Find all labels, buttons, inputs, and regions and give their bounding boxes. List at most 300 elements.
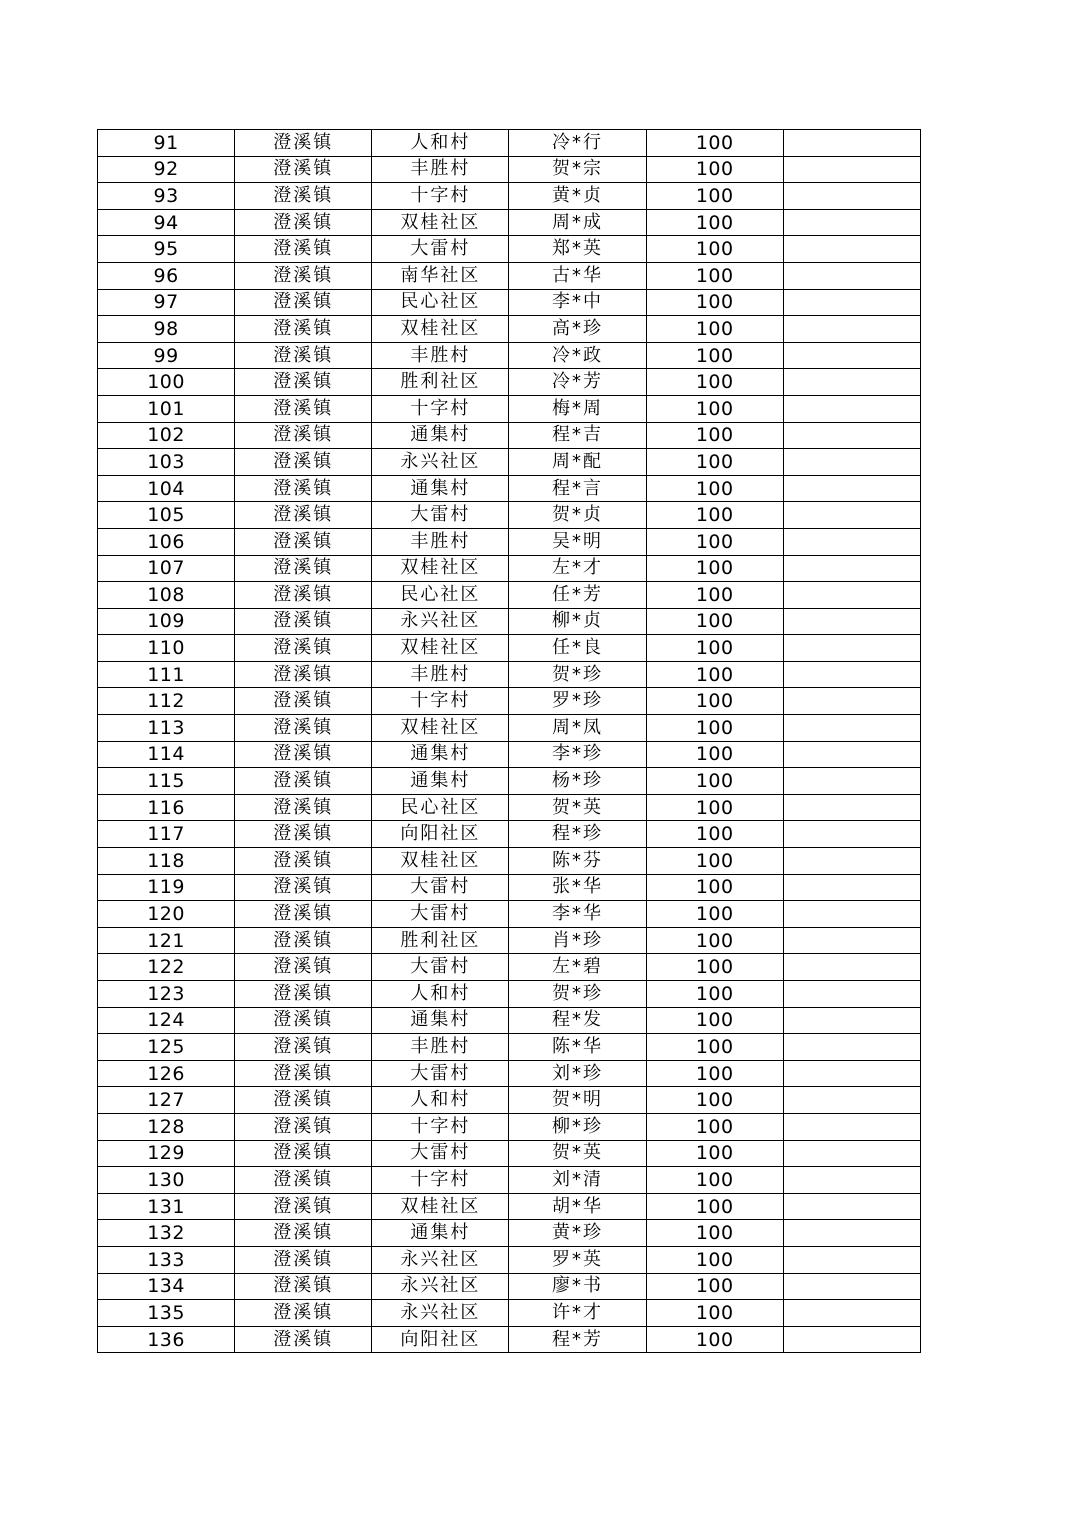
cell-person-name: 古*华 xyxy=(509,262,646,289)
cell-amount: 100 xyxy=(646,1140,783,1167)
cell-person-name: 程*吉 xyxy=(509,422,646,449)
cell-person-name: 贺*珍 xyxy=(509,981,646,1008)
cell-village: 永兴社区 xyxy=(372,1246,509,1273)
cell-amount: 100 xyxy=(646,369,783,396)
cell-person-name: 程*言 xyxy=(509,475,646,502)
table-row xyxy=(98,1246,921,1273)
table-row xyxy=(98,395,921,422)
cell-person-name: 贺*明 xyxy=(509,1087,646,1114)
cell-person-name: 杨*珍 xyxy=(509,768,646,795)
table-row xyxy=(98,1273,921,1300)
cell-village: 民心社区 xyxy=(372,289,509,316)
cell-amount: 100 xyxy=(646,422,783,449)
cell-amount: 100 xyxy=(646,1300,783,1327)
cell-person-name: 刘*清 xyxy=(509,1167,646,1194)
cell-person-name: 李*珍 xyxy=(509,741,646,768)
cell-person-name: 罗*英 xyxy=(509,1246,646,1273)
cell-person-name: 肖*珍 xyxy=(509,927,646,954)
cell-person-name: 柳*贞 xyxy=(509,608,646,635)
cell-person-name: 李*华 xyxy=(509,901,646,928)
cell-village: 永兴社区 xyxy=(372,608,509,635)
cell-town: 澄溪镇 xyxy=(235,1087,372,1114)
cell-note xyxy=(783,342,920,369)
cell-note xyxy=(783,475,920,502)
cell-serial-number: 128 xyxy=(98,1113,235,1140)
cell-serial-number: 104 xyxy=(98,475,235,502)
cell-serial-number: 105 xyxy=(98,502,235,529)
cell-note xyxy=(783,1167,920,1194)
table-row xyxy=(98,555,921,582)
cell-village: 十字村 xyxy=(372,1167,509,1194)
table-row xyxy=(98,1087,921,1114)
cell-amount: 100 xyxy=(646,395,783,422)
cell-town: 澄溪镇 xyxy=(235,582,372,609)
cell-village: 大雷村 xyxy=(372,954,509,981)
cell-town: 澄溪镇 xyxy=(235,741,372,768)
cell-note xyxy=(783,502,920,529)
cell-town: 澄溪镇 xyxy=(235,954,372,981)
cell-amount: 100 xyxy=(646,183,783,210)
cell-amount: 100 xyxy=(646,661,783,688)
cell-town: 澄溪镇 xyxy=(235,1246,372,1273)
cell-village: 南华社区 xyxy=(372,262,509,289)
table-row xyxy=(98,661,921,688)
cell-note xyxy=(783,449,920,476)
cell-serial-number: 130 xyxy=(98,1167,235,1194)
table-row xyxy=(98,741,921,768)
cell-amount: 100 xyxy=(646,502,783,529)
cell-person-name: 黄*贞 xyxy=(509,183,646,210)
cell-amount: 100 xyxy=(646,715,783,742)
table-row xyxy=(98,582,921,609)
cell-town: 澄溪镇 xyxy=(235,848,372,875)
cell-village: 人和村 xyxy=(372,130,509,157)
table-row xyxy=(98,608,921,635)
cell-person-name: 罗*珍 xyxy=(509,688,646,715)
cell-serial-number: 118 xyxy=(98,848,235,875)
table-row xyxy=(98,901,921,928)
roster-table-body xyxy=(98,130,921,1353)
cell-note xyxy=(783,582,920,609)
cell-town: 澄溪镇 xyxy=(235,422,372,449)
cell-village: 人和村 xyxy=(372,981,509,1008)
cell-village: 双桂社区 xyxy=(372,1193,509,1220)
cell-village: 丰胜村 xyxy=(372,1034,509,1061)
cell-village: 十字村 xyxy=(372,183,509,210)
cell-amount: 100 xyxy=(646,1060,783,1087)
table-row xyxy=(98,1113,921,1140)
table-row xyxy=(98,183,921,210)
cell-note xyxy=(783,741,920,768)
cell-village: 向阳社区 xyxy=(372,821,509,848)
roster-sheet xyxy=(97,129,920,1353)
table-row xyxy=(98,422,921,449)
cell-serial-number: 115 xyxy=(98,768,235,795)
cell-village: 永兴社区 xyxy=(372,1300,509,1327)
cell-town: 澄溪镇 xyxy=(235,874,372,901)
cell-person-name: 周*成 xyxy=(509,209,646,236)
cell-serial-number: 94 xyxy=(98,209,235,236)
cell-person-name: 贺*贞 xyxy=(509,502,646,529)
cell-village: 人和村 xyxy=(372,1087,509,1114)
cell-note xyxy=(783,1060,920,1087)
cell-note xyxy=(783,768,920,795)
cell-serial-number: 113 xyxy=(98,715,235,742)
cell-amount: 100 xyxy=(646,1087,783,1114)
cell-note xyxy=(783,156,920,183)
cell-person-name: 冷*行 xyxy=(509,130,646,157)
cell-serial-number: 120 xyxy=(98,901,235,928)
cell-person-name: 李*中 xyxy=(509,289,646,316)
cell-town: 澄溪镇 xyxy=(235,1300,372,1327)
cell-serial-number: 92 xyxy=(98,156,235,183)
cell-person-name: 左*才 xyxy=(509,555,646,582)
cell-village: 丰胜村 xyxy=(372,528,509,555)
table-row xyxy=(98,1167,921,1194)
cell-note xyxy=(783,821,920,848)
table-row xyxy=(98,130,921,157)
cell-serial-number: 124 xyxy=(98,1007,235,1034)
cell-amount: 100 xyxy=(646,1113,783,1140)
cell-village: 大雷村 xyxy=(372,236,509,263)
cell-town: 澄溪镇 xyxy=(235,981,372,1008)
cell-serial-number: 97 xyxy=(98,289,235,316)
roster-table xyxy=(97,129,921,1353)
cell-village: 通集村 xyxy=(372,1220,509,1247)
cell-person-name: 任*良 xyxy=(509,635,646,662)
cell-amount: 100 xyxy=(646,848,783,875)
cell-town: 澄溪镇 xyxy=(235,395,372,422)
cell-serial-number: 112 xyxy=(98,688,235,715)
cell-serial-number: 111 xyxy=(98,661,235,688)
cell-town: 澄溪镇 xyxy=(235,130,372,157)
cell-serial-number: 136 xyxy=(98,1326,235,1353)
cell-amount: 100 xyxy=(646,209,783,236)
cell-town: 澄溪镇 xyxy=(235,289,372,316)
cell-note xyxy=(783,316,920,343)
cell-person-name: 梅*周 xyxy=(509,395,646,422)
cell-town: 澄溪镇 xyxy=(235,528,372,555)
cell-note xyxy=(783,395,920,422)
cell-person-name: 左*碧 xyxy=(509,954,646,981)
cell-note xyxy=(783,236,920,263)
cell-town: 澄溪镇 xyxy=(235,608,372,635)
table-row xyxy=(98,1007,921,1034)
cell-town: 澄溪镇 xyxy=(235,156,372,183)
cell-serial-number: 109 xyxy=(98,608,235,635)
table-row xyxy=(98,1300,921,1327)
cell-serial-number: 95 xyxy=(98,236,235,263)
cell-serial-number: 135 xyxy=(98,1300,235,1327)
cell-town: 澄溪镇 xyxy=(235,927,372,954)
cell-town: 澄溪镇 xyxy=(235,262,372,289)
cell-town: 澄溪镇 xyxy=(235,794,372,821)
cell-person-name: 程*珍 xyxy=(509,821,646,848)
cell-note xyxy=(783,369,920,396)
cell-person-name: 郑*英 xyxy=(509,236,646,263)
cell-town: 澄溪镇 xyxy=(235,316,372,343)
cell-amount: 100 xyxy=(646,262,783,289)
cell-amount: 100 xyxy=(646,1326,783,1353)
table-row xyxy=(98,715,921,742)
cell-village: 大雷村 xyxy=(372,901,509,928)
cell-village: 丰胜村 xyxy=(372,156,509,183)
cell-town: 澄溪镇 xyxy=(235,236,372,263)
cell-person-name: 许*才 xyxy=(509,1300,646,1327)
cell-amount: 100 xyxy=(646,688,783,715)
cell-amount: 100 xyxy=(646,927,783,954)
cell-town: 澄溪镇 xyxy=(235,1273,372,1300)
table-row xyxy=(98,794,921,821)
cell-amount: 100 xyxy=(646,1220,783,1247)
cell-village: 双桂社区 xyxy=(372,316,509,343)
cell-village: 通集村 xyxy=(372,475,509,502)
table-row xyxy=(98,688,921,715)
cell-serial-number: 122 xyxy=(98,954,235,981)
cell-amount: 100 xyxy=(646,608,783,635)
cell-town: 澄溪镇 xyxy=(235,821,372,848)
cell-amount: 100 xyxy=(646,901,783,928)
cell-serial-number: 110 xyxy=(98,635,235,662)
cell-person-name: 贺*珍 xyxy=(509,661,646,688)
cell-serial-number: 108 xyxy=(98,582,235,609)
cell-town: 澄溪镇 xyxy=(235,502,372,529)
cell-amount: 100 xyxy=(646,316,783,343)
cell-amount: 100 xyxy=(646,821,783,848)
table-row xyxy=(98,156,921,183)
cell-village: 通集村 xyxy=(372,1007,509,1034)
cell-village: 向阳社区 xyxy=(372,1326,509,1353)
cell-village: 丰胜村 xyxy=(372,342,509,369)
cell-village: 十字村 xyxy=(372,395,509,422)
cell-village: 双桂社区 xyxy=(372,635,509,662)
cell-town: 澄溪镇 xyxy=(235,555,372,582)
cell-note xyxy=(783,1300,920,1327)
table-row xyxy=(98,342,921,369)
table-row xyxy=(98,927,921,954)
cell-person-name: 高*珍 xyxy=(509,316,646,343)
cell-town: 澄溪镇 xyxy=(235,635,372,662)
table-row xyxy=(98,369,921,396)
cell-town: 澄溪镇 xyxy=(235,183,372,210)
cell-village: 丰胜村 xyxy=(372,661,509,688)
cell-serial-number: 100 xyxy=(98,369,235,396)
cell-note xyxy=(783,1326,920,1353)
cell-note xyxy=(783,1220,920,1247)
cell-person-name: 贺*宗 xyxy=(509,156,646,183)
cell-serial-number: 129 xyxy=(98,1140,235,1167)
cell-person-name: 周*配 xyxy=(509,449,646,476)
cell-note xyxy=(783,635,920,662)
cell-person-name: 陈*芬 xyxy=(509,848,646,875)
cell-note xyxy=(783,209,920,236)
cell-serial-number: 121 xyxy=(98,927,235,954)
cell-town: 澄溪镇 xyxy=(235,1220,372,1247)
cell-town: 澄溪镇 xyxy=(235,1193,372,1220)
cell-amount: 100 xyxy=(646,475,783,502)
cell-serial-number: 114 xyxy=(98,741,235,768)
cell-amount: 100 xyxy=(646,528,783,555)
cell-note xyxy=(783,1113,920,1140)
cell-amount: 100 xyxy=(646,1193,783,1220)
cell-amount: 100 xyxy=(646,954,783,981)
cell-person-name: 任*芳 xyxy=(509,582,646,609)
cell-town: 澄溪镇 xyxy=(235,1167,372,1194)
cell-amount: 100 xyxy=(646,236,783,263)
cell-amount: 100 xyxy=(646,1273,783,1300)
cell-note xyxy=(783,954,920,981)
table-row xyxy=(98,502,921,529)
cell-serial-number: 99 xyxy=(98,342,235,369)
cell-amount: 100 xyxy=(646,981,783,1008)
table-row xyxy=(98,449,921,476)
cell-town: 澄溪镇 xyxy=(235,475,372,502)
cell-amount: 100 xyxy=(646,1007,783,1034)
cell-village: 十字村 xyxy=(372,1113,509,1140)
cell-serial-number: 117 xyxy=(98,821,235,848)
cell-village: 通集村 xyxy=(372,422,509,449)
cell-person-name: 刘*珍 xyxy=(509,1060,646,1087)
table-row xyxy=(98,1060,921,1087)
cell-amount: 100 xyxy=(646,130,783,157)
cell-note xyxy=(783,608,920,635)
cell-town: 澄溪镇 xyxy=(235,1007,372,1034)
cell-person-name: 柳*珍 xyxy=(509,1113,646,1140)
table-row xyxy=(98,236,921,263)
cell-serial-number: 106 xyxy=(98,528,235,555)
cell-village: 通集村 xyxy=(372,768,509,795)
cell-town: 澄溪镇 xyxy=(235,369,372,396)
table-row xyxy=(98,981,921,1008)
cell-note xyxy=(783,661,920,688)
cell-village: 十字村 xyxy=(372,688,509,715)
cell-amount: 100 xyxy=(646,635,783,662)
cell-village: 双桂社区 xyxy=(372,209,509,236)
cell-town: 澄溪镇 xyxy=(235,1034,372,1061)
cell-amount: 100 xyxy=(646,156,783,183)
cell-person-name: 张*华 xyxy=(509,874,646,901)
cell-village: 大雷村 xyxy=(372,502,509,529)
cell-amount: 100 xyxy=(646,582,783,609)
cell-note xyxy=(783,289,920,316)
cell-village: 双桂社区 xyxy=(372,848,509,875)
cell-serial-number: 91 xyxy=(98,130,235,157)
cell-person-name: 陈*华 xyxy=(509,1034,646,1061)
cell-serial-number: 107 xyxy=(98,555,235,582)
cell-amount: 100 xyxy=(646,449,783,476)
cell-note xyxy=(783,1087,920,1114)
cell-amount: 100 xyxy=(646,289,783,316)
cell-town: 澄溪镇 xyxy=(235,715,372,742)
cell-amount: 100 xyxy=(646,874,783,901)
cell-town: 澄溪镇 xyxy=(235,1326,372,1353)
cell-serial-number: 133 xyxy=(98,1246,235,1273)
cell-amount: 100 xyxy=(646,555,783,582)
cell-serial-number: 116 xyxy=(98,794,235,821)
cell-person-name: 冷*政 xyxy=(509,342,646,369)
cell-town: 澄溪镇 xyxy=(235,449,372,476)
table-row xyxy=(98,821,921,848)
cell-note xyxy=(783,183,920,210)
cell-serial-number: 103 xyxy=(98,449,235,476)
cell-person-name: 黄*珍 xyxy=(509,1220,646,1247)
cell-village: 民心社区 xyxy=(372,582,509,609)
cell-town: 澄溪镇 xyxy=(235,901,372,928)
cell-note xyxy=(783,1034,920,1061)
cell-serial-number: 126 xyxy=(98,1060,235,1087)
cell-town: 澄溪镇 xyxy=(235,342,372,369)
cell-town: 澄溪镇 xyxy=(235,209,372,236)
table-row xyxy=(98,475,921,502)
cell-note xyxy=(783,927,920,954)
cell-serial-number: 131 xyxy=(98,1193,235,1220)
cell-serial-number: 101 xyxy=(98,395,235,422)
cell-serial-number: 98 xyxy=(98,316,235,343)
table-row xyxy=(98,874,921,901)
cell-amount: 100 xyxy=(646,741,783,768)
table-row xyxy=(98,768,921,795)
cell-village: 大雷村 xyxy=(372,1140,509,1167)
cell-town: 澄溪镇 xyxy=(235,1140,372,1167)
cell-town: 澄溪镇 xyxy=(235,1060,372,1087)
cell-note xyxy=(783,262,920,289)
cell-amount: 100 xyxy=(646,1167,783,1194)
cell-note xyxy=(783,715,920,742)
cell-village: 胜利社区 xyxy=(372,927,509,954)
cell-note xyxy=(783,528,920,555)
cell-village: 永兴社区 xyxy=(372,1273,509,1300)
table-row xyxy=(98,1034,921,1061)
cell-person-name: 贺*英 xyxy=(509,1140,646,1167)
table-row xyxy=(98,528,921,555)
cell-note xyxy=(783,1193,920,1220)
cell-person-name: 冷*芳 xyxy=(509,369,646,396)
cell-amount: 100 xyxy=(646,768,783,795)
cell-note xyxy=(783,422,920,449)
cell-village: 双桂社区 xyxy=(372,715,509,742)
cell-note xyxy=(783,1246,920,1273)
cell-note xyxy=(783,130,920,157)
cell-village: 大雷村 xyxy=(372,874,509,901)
table-row xyxy=(98,209,921,236)
cell-person-name: 廖*书 xyxy=(509,1273,646,1300)
cell-amount: 100 xyxy=(646,794,783,821)
cell-serial-number: 96 xyxy=(98,262,235,289)
cell-person-name: 程*发 xyxy=(509,1007,646,1034)
cell-village: 永兴社区 xyxy=(372,449,509,476)
cell-note xyxy=(783,688,920,715)
cell-serial-number: 119 xyxy=(98,874,235,901)
cell-note xyxy=(783,794,920,821)
cell-serial-number: 125 xyxy=(98,1034,235,1061)
cell-person-name: 程*芳 xyxy=(509,1326,646,1353)
table-row xyxy=(98,316,921,343)
cell-village: 胜利社区 xyxy=(372,369,509,396)
table-row xyxy=(98,262,921,289)
cell-serial-number: 127 xyxy=(98,1087,235,1114)
cell-note xyxy=(783,874,920,901)
cell-note xyxy=(783,981,920,1008)
cell-note xyxy=(783,848,920,875)
cell-village: 双桂社区 xyxy=(372,555,509,582)
cell-village: 民心社区 xyxy=(372,794,509,821)
cell-serial-number: 134 xyxy=(98,1273,235,1300)
cell-note xyxy=(783,1140,920,1167)
cell-town: 澄溪镇 xyxy=(235,661,372,688)
cell-village: 大雷村 xyxy=(372,1060,509,1087)
cell-town: 澄溪镇 xyxy=(235,768,372,795)
table-row xyxy=(98,1193,921,1220)
